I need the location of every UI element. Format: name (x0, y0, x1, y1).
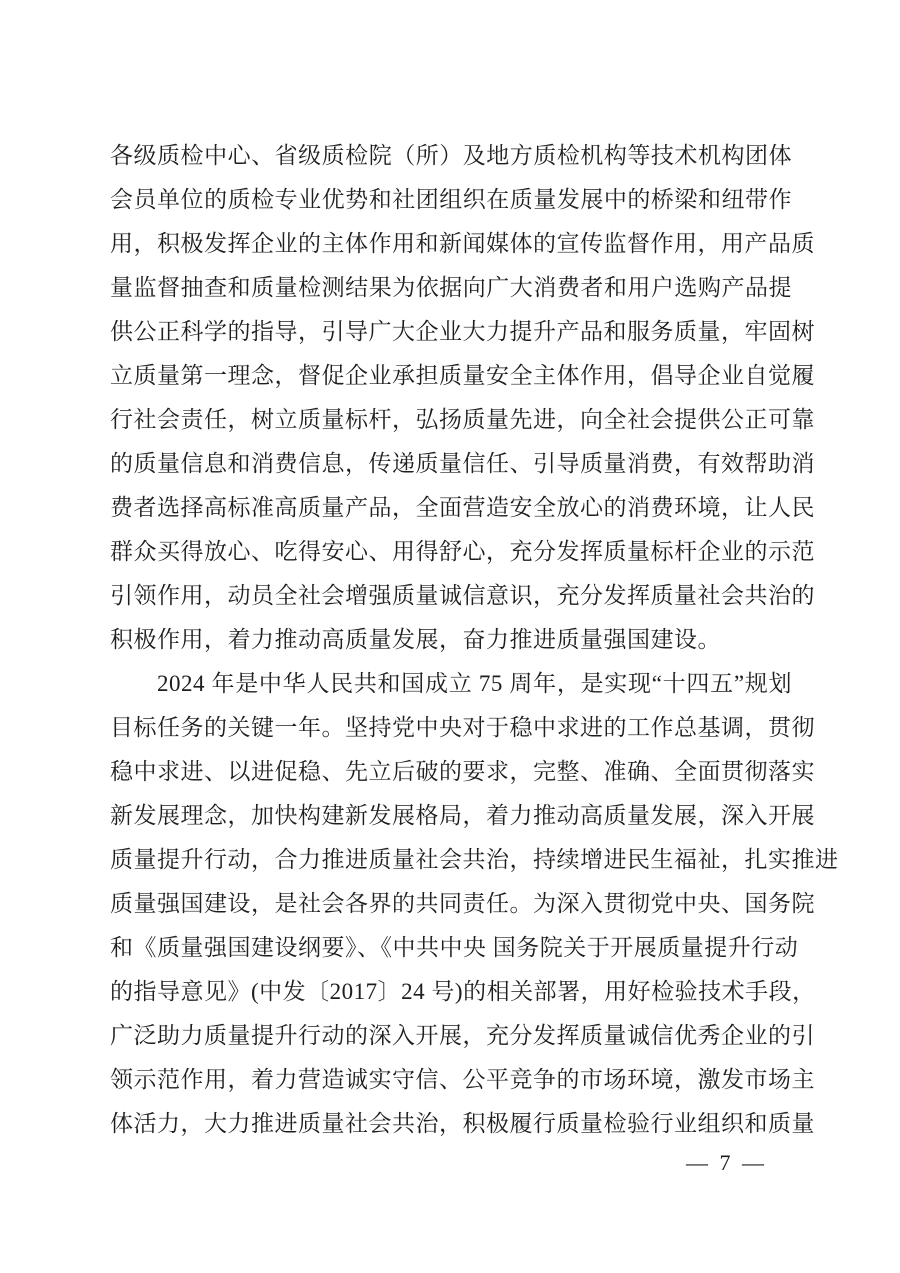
text-line: 广泛助力质量提升行动的深入开展，充分发挥质量诚信优秀企业的引 (110, 1023, 815, 1048)
text-line: 质量强国建设，是社会各界的共同责任。为深入贯彻党中央、国务院 (110, 891, 815, 916)
text-line: 积极作用，着力推动高质量发展，奋力推进质量强国建设。 (110, 627, 721, 652)
paragraph-2 (110, 662, 839, 1146)
text-line: 会员单位的质检专业优势和社团组织在质量发展中的桥梁和纽带作 (110, 187, 792, 212)
text-line: 费者选择高标准高质量产品，全面营造安全放心的消费环境，让人民 (110, 495, 815, 520)
document-body-text (110, 134, 839, 1146)
text-line: 稳中求进、以进促稳、先立后破的要求，完整、准确、全面贯彻落实 (110, 759, 815, 784)
text-line: 用，积极发挥企业的主体作用和新闻媒体的宣传监督作用，用产品质 (110, 231, 815, 256)
text-line: 质量提升行动，合力推进质量社会共治，持续增进民生福祉，扎实推进 (110, 847, 839, 872)
text-line: 2024 年是中华人民共和国成立 75 周年，是实现“十四五”规划 (157, 671, 792, 696)
text-line: 新发展理念，加快构建新发展格局，着力推动高质量发展，深入开展 (110, 803, 815, 828)
page-number: — 7 — (686, 1150, 767, 1175)
text-line: 领示范作用，着力营造诚实守信、公平竞争的市场环境，激发市场主 (110, 1067, 815, 1092)
text-line: 行社会责任，树立质量标杆，弘扬质量先进，向全社会提供公正可靠 (110, 407, 815, 432)
text-line: 量监督抽查和质量检测结果为依据向广大消费者和用户选购产品提 (110, 275, 792, 300)
text-line: 的质量信息和消费信息，传递质量信任、引导质量消费，有效帮助消 (110, 451, 815, 476)
text-line: 体活力，大力推进质量社会共治，积极履行质量检验行业组织和质量 (110, 1111, 815, 1136)
text-line: 和《质量强国建设纲要》、《中共中央 国务院关于开展质量提升行动 (110, 935, 799, 960)
text-line: 的指导意见》(中发〔2017〕24 号)的相关部署，用好检验技术手段， (110, 979, 816, 1004)
text-line: 群众买得放心、吃得安心、用得舒心，充分发挥质量标杆企业的示范 (110, 539, 815, 564)
text-line: 立质量第一理念，督促企业承担质量安全主体作用，倡导企业自觉履 (110, 363, 815, 388)
paragraph-1 (110, 134, 815, 662)
text-line: 引领作用，动员全社会增强质量诚信意识，充分发挥质量社会共治的 (110, 583, 815, 608)
text-line: 目标任务的关键一年。坚持党中央对于稳中求进的工作总基调，贯彻 (110, 715, 815, 740)
text-line: 各级质检中心、省级质检院（所）及地方质检机构等技术机构团体 (110, 143, 792, 168)
text-line: 供公正科学的指导，引导广大企业大力提升产品和服务质量，牢固树 (110, 319, 815, 344)
